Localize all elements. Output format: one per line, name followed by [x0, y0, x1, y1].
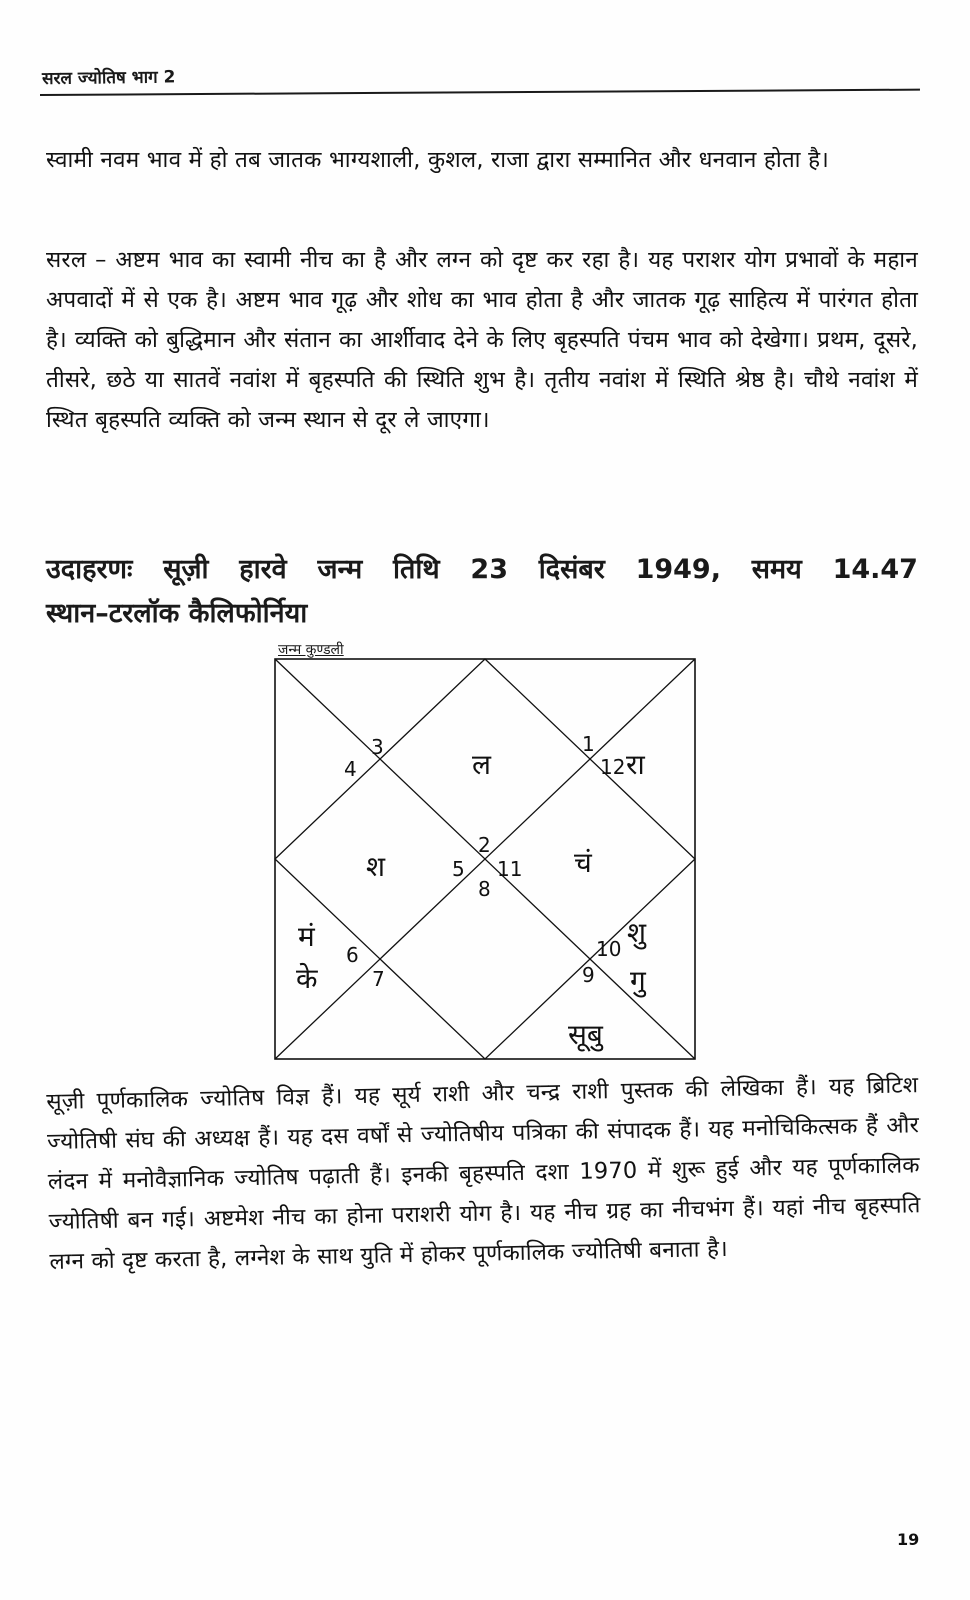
house-number-12: 12 [600, 755, 626, 779]
heading-word: समय [751, 554, 802, 585]
house-number-1: 1 [582, 732, 595, 756]
page-number: 19 [897, 1530, 920, 1549]
paragraph-3 [46, 1065, 922, 1282]
planet-rahu: रा [626, 748, 645, 781]
house-number-6: 6 [346, 943, 359, 967]
chart-caption: जन्म कुण्डली [278, 642, 344, 658]
heading-word: 1949, [635, 554, 721, 585]
house-number-9: 9 [582, 963, 595, 987]
example-heading-line-1 [46, 548, 918, 592]
kundli-diagram [272, 656, 702, 1066]
paragraph-text: सूज़ी पूर्णकालिक ज्योतिष विज्ञ हैं। यह सूर्य राशी और चन्द्र राशी पुस्तक की लेखिका हैं। यह ब्रिटिश ज्योतिषी संघ की अध्यक्ष हैं। यह दस वर्षों से ज्योतिषीय पत्रिका की संपादक हैं। यह मनोचिकित्सक हैं और लंदन में मनोवैज्ञानिक ज्योतिष पढ़ाती हैं। इनकी बृहस्पति दशा 1970 में शुरू हुई और यह पूर्णकालिक ज्योतिषी बन गई। अष्टमेश नीच का होना पराशरी योग है। यह नीच ग्रह का नीचभंग हैं। यहां नीच बृहस्पति लग्न को दृष्ट करता है, लग्नेश के साथ युति में होकर पूर्णकालिक ज्योतिषी बनाता है। [46, 1072, 921, 1275]
house-number-5: 5 [452, 857, 465, 881]
heading-word: सूज़ी [163, 554, 209, 585]
paragraph-text: स्वामी नवम भाव में हो तब जातक भाग्यशाली, कुशल, राजा द्वारा सम्मानित और धनवान होता है। [46, 147, 829, 173]
paragraph-1 [46, 140, 918, 180]
house-number-3: 3 [371, 735, 384, 759]
heading-word: दिसंबर [538, 554, 605, 585]
heading-word: उदाहरणः [46, 554, 133, 585]
heading-word: तिथि [393, 554, 440, 585]
planet-shukra: शु [627, 916, 647, 949]
running-header: सरल ज्योतिष भाग 2 [41, 67, 176, 89]
heading-word: 14.47 [832, 554, 918, 585]
planet-lagna: ल [472, 748, 491, 781]
planet-mangal: मं [298, 920, 315, 953]
planet-surya-budh: सूबु [568, 1018, 603, 1051]
planet-shani: श [366, 850, 386, 883]
house-number-11: 11 [497, 857, 523, 881]
house-number-2: 2 [478, 833, 491, 857]
birth-chart [272, 640, 702, 1060]
house-number-7: 7 [372, 967, 385, 991]
paragraph-2 [46, 240, 918, 440]
planet-guru: गु [630, 964, 646, 997]
heading-word: 23 [470, 554, 508, 585]
paragraph-text: सरल – अष्टम भाव का स्वामी नीच का है और लग्न को दृष्ट कर रहा है। यह पराशर योग प्रभावों के महान अपवादों में से एक है। अष्टम भाव गूढ़ और शोध का भाव होता है और जातक गूढ़ साहित्य में पारंगत होता है। व्यक्ति को बुद्धिमान और संतान का आर्शीवाद देने के लिए बृहस्पति पंचम भाव को देखेगा। प्रथम, दूसरे, तीसरे, छठे या सातवें नवांश में बृहस्पति की स्थिति शुभ है। तृतीय नवांश में स्थिति श्रेष्ठ है। चौथे नवांश में स्थित बृहस्पति व्यक्ति को जन्म स्थान से दूर ले जाएगा। [46, 247, 918, 433]
example-heading-line-2: स्थान–टरलॉक कैलिफोर्निया [46, 598, 308, 629]
planet-chandra: चं [574, 846, 592, 879]
house-number-10: 10 [596, 937, 622, 961]
planet-ketu: के [296, 962, 318, 995]
house-number-4: 4 [344, 757, 357, 781]
header-rule [40, 89, 920, 96]
house-number-8: 8 [478, 877, 491, 901]
heading-word: हारवे [239, 554, 287, 585]
heading-word: जन्म [317, 554, 363, 585]
example-heading [46, 548, 918, 636]
